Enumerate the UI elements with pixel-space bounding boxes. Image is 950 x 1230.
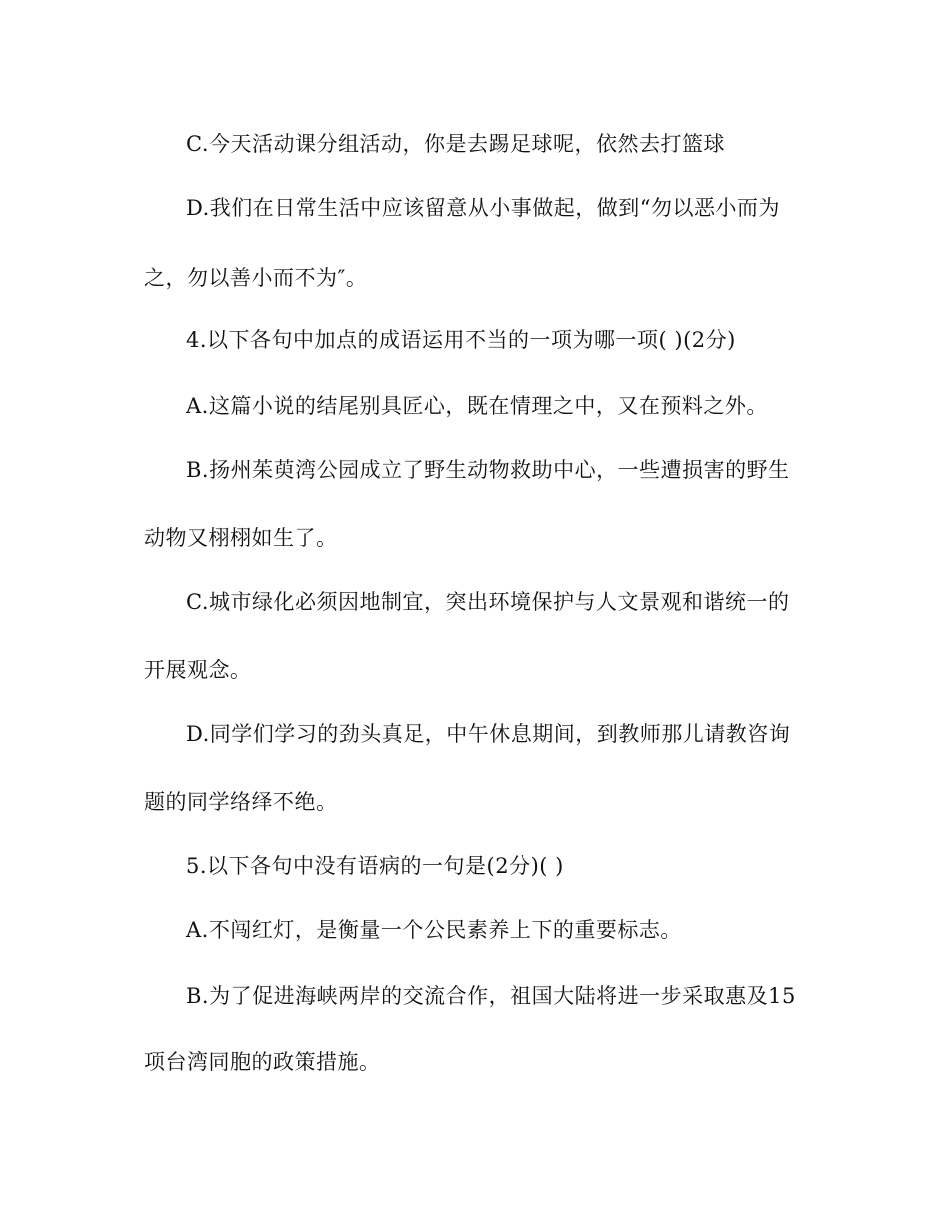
option-b-q5: B.为了促进海峡两岸的交流合作，祖国大陆将进一步采取惠及15: [186, 984, 796, 1008]
option-d-q4: D.同学们学习的劲头真足，中午休息期间，到教师那儿请教咨询: [186, 722, 791, 746]
question-5: 5.以下各句中没有语病的一句是(2分)( ): [186, 854, 564, 878]
option-d-q3: D.我们在日常生活中应该留意从小事做起，做到“勿以恶小而为: [186, 196, 780, 220]
option-a-q5: A.不闯红灯，是衡量一个公民素养上下的重要标志。: [186, 918, 682, 942]
option-c-q4: C.城市绿化必须因地制宜，突出环境保护与人文景观和谐统一的: [186, 590, 790, 614]
option-b-q5-continued: 项台湾同胞的政策措施。: [144, 1050, 381, 1074]
option-b-q4-continued: 动物又栩栩如生了。: [144, 526, 338, 550]
option-d-q3-continued: 之，勿以善小而不为″。: [144, 266, 368, 290]
option-d-q4-continued: 题的同学络绎不绝。: [144, 790, 338, 814]
question-4: 4.以下各句中加点的成语运用不当的一项为哪一项( )(2分): [186, 328, 736, 352]
option-a-q4: A.这篇小说的结尾别具匠心，既在情理之中，又在预料之外。: [186, 394, 768, 418]
option-c-q4-continued: 开展观念。: [144, 658, 252, 682]
option-b-q4: B.扬州茱萸湾公园成立了野生动物救助中心，一些遭损害的野生: [186, 458, 790, 482]
option-c-q3: C.今天活动课分组活动，你是去踢足球呢，依然去打篮球: [186, 132, 725, 156]
